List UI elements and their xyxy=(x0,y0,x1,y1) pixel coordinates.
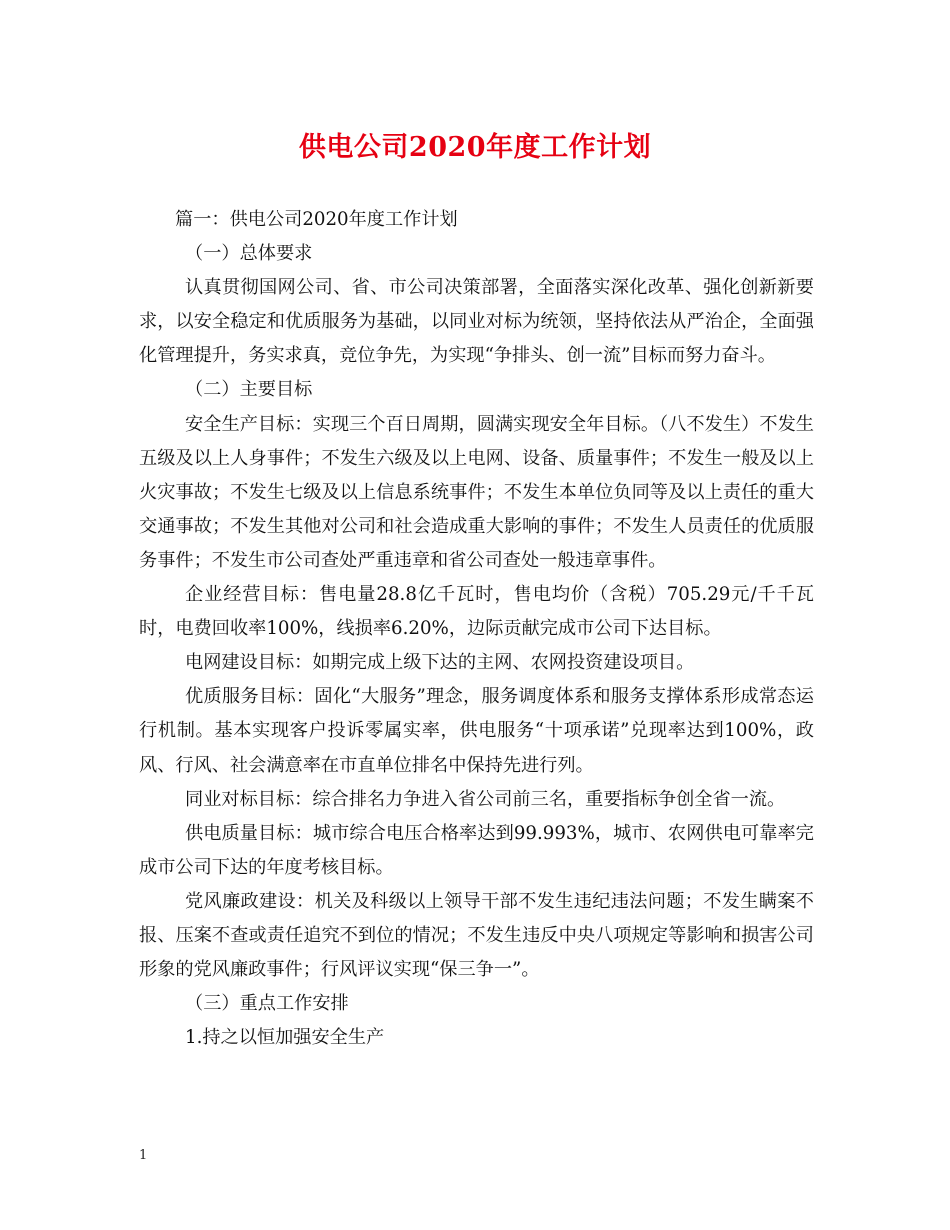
section-heading: （二）主要目标 xyxy=(185,379,313,401)
part-heading: 篇一：供电公司2020年度工作计划 xyxy=(175,209,458,230)
paragraph: 同业对标目标：综合排名力争进入省公司前三名，重要指标争创全省一流。 xyxy=(185,788,786,810)
document-title: 供电公司2020年度工作计划 xyxy=(298,132,652,163)
document-body xyxy=(139,203,814,1055)
paragraph: 优质服务目标：固化“大服务”理念，服务调度体系和服务支撑体系形成常态运行机制。基本实现客户投诉零属实率，供电服务“十项承诺”兑现率达到100%，政风、行风、社会满意率在市直单位排名中保持先进行列。 xyxy=(139,686,814,776)
paragraph: 党风廉政建设：机关及科级以上领导干部不发生违纪违法问题；不发生瞒案不报、压案不查或责任追究不到位的情况；不发生违反中央八项规定等影响和损害公司形象的党风廉政事件；行风评议实现“保三争一”。 xyxy=(139,890,814,981)
page-number: 1 xyxy=(139,1148,148,1163)
paragraph: 认真贯彻国网公司、省、市公司决策部署，全面落实深化改革、强化创新新要求，以安全稳定和优质服务为基础，以同业对标为统领，坚持依法从严治企，全面强化管理提升，务实求真，竞位争先，为实现“争排头、创一流”目标而努力奋斗。 xyxy=(139,277,814,367)
paragraph: 供电质量目标：城市综合电压合格率达到99.993%，城市、农网供电可靠率完成市公司下达的年度考核目标。 xyxy=(139,822,814,878)
section-heading: （三）重点工作安排 xyxy=(185,993,349,1015)
paragraph: 电网建设目标：如期完成上级下达的主网、农网投资建设项目。 xyxy=(185,652,695,674)
paragraph: 企业经营目标：售电量28.8亿千瓦时，售电均价（含税）705.29元/千千瓦时，电费回收率100%，线损率6.20%，边际贡献完成市公司下达目标。 xyxy=(139,584,814,640)
section-heading: （一）总体要求 xyxy=(185,243,313,265)
paragraph: 1.持之以恒加强安全生产 xyxy=(185,1027,385,1049)
paragraph: 安全生产目标：实现三个百日周期，圆满实现安全年目标。（八不发生）不发生五级及以上人身事件；不发生六级及以上电网、设备、质量事件；不发生一般及以上火灾事故；不发生七级及以上信息系统事件；不发生本单位负同等及以上责任的重大交通事故；不发生其他对公司和社会造成重大影响的事件；不发生人员责任的优质服务事件；不发生市公司查处严重违章和省公司查处一般违章事件。 xyxy=(139,413,814,571)
